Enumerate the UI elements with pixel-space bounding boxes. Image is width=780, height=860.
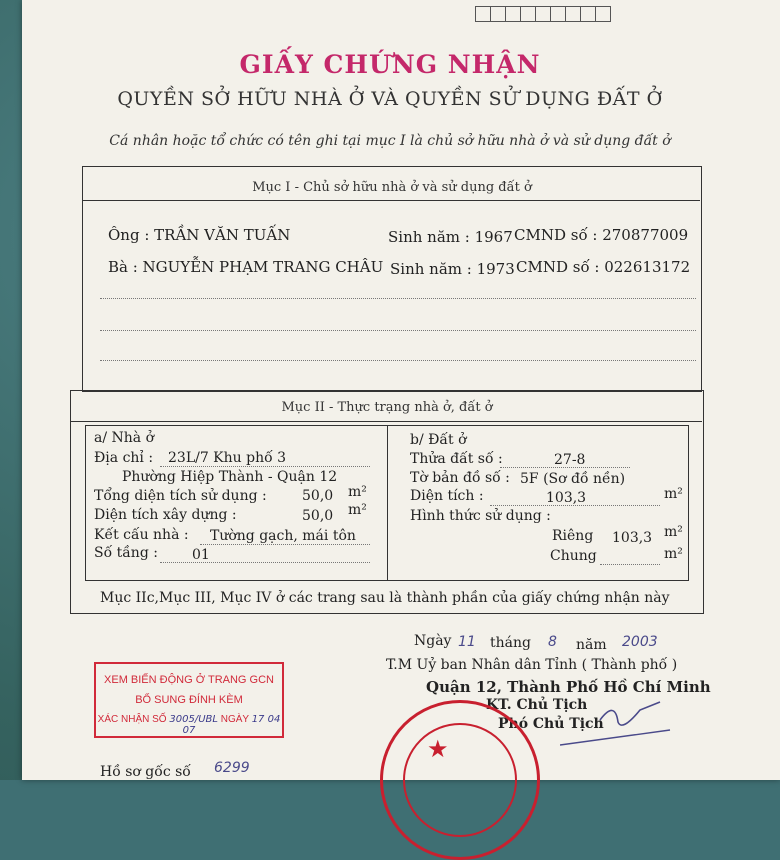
address-dotline xyxy=(160,466,370,467)
area-dotline xyxy=(490,505,660,506)
record-label: Hồ sơ gốc số xyxy=(100,764,191,780)
stamp-line-2: BỔ SUNG ĐÍNH KÈM xyxy=(135,694,243,706)
land-heading: b/ Đất ở xyxy=(410,432,467,448)
structure-value: Tường gạch, mái tôn xyxy=(210,528,356,544)
address-value-2: Phường Hiệp Thành - Quận 12 xyxy=(122,469,338,485)
section2-heading: Mục II - Thực trạng nhà ở, đất ở xyxy=(281,400,493,415)
build-area-value: 50,0 xyxy=(302,508,334,524)
serial-number-boxes xyxy=(476,6,611,22)
date-day: 11 xyxy=(458,634,476,650)
certificate-intro: Cá nhân hoặc tổ chức có tên ghi tại mục I là chủ sở hữu nhà ở và sử dụng đất ở xyxy=(109,133,671,149)
house-heading: a/ Nhà ở xyxy=(94,430,155,446)
official-seal xyxy=(380,700,540,860)
stamp-line-1: XEM BIẾN ĐỘNG Ở TRANG GCN xyxy=(104,674,274,686)
date-year: 2003 xyxy=(622,634,658,650)
date-year-label: năm xyxy=(576,637,607,653)
owner1-id: CMND số : 270877009 xyxy=(514,226,689,244)
date-month-label: tháng xyxy=(490,635,531,651)
owner1-name: Ông : TRẦN VĂN TUẤN xyxy=(108,226,291,244)
build-area-label: Diện tích xây dựng : xyxy=(94,507,237,523)
blank-line xyxy=(100,330,696,331)
owner2-name: Bà : NGUYỄN PHẠM TRANG CHÂU xyxy=(108,258,384,276)
shared-unit: m² xyxy=(664,546,683,562)
shared-dotline xyxy=(600,564,660,565)
plot-dotline xyxy=(500,467,630,468)
owner1-birth: Sinh năm : 1967 xyxy=(388,228,513,246)
structure-dotline xyxy=(200,544,370,545)
area-label: Diện tích : xyxy=(410,488,484,504)
plot-value: 27-8 xyxy=(554,452,586,468)
address-value: 23L/7 Khu phố 3 xyxy=(168,450,287,466)
chairman-line: KT. Chủ Tịch xyxy=(486,697,588,713)
private-unit: m² xyxy=(664,524,683,540)
total-area-unit: m² xyxy=(348,484,367,500)
blank-line xyxy=(100,360,696,361)
certificate-title: GIẤY CHỨNG NHẬN xyxy=(239,50,541,79)
area-unit: m² xyxy=(664,486,683,502)
floors-dotline xyxy=(160,562,370,563)
committee-line: T.M Uỷ ban Nhân dân Tỉnh ( Thành phố ) xyxy=(386,657,678,673)
area-value: 103,3 xyxy=(546,490,587,506)
address-label: Địa chỉ : xyxy=(94,450,154,466)
owner2-birth: Sinh năm : 1973 xyxy=(390,260,515,278)
blank-line xyxy=(100,298,696,299)
private-value: 103,3 xyxy=(612,530,653,546)
usage-label: Hình thức sử dụng : xyxy=(410,508,551,524)
owner2-id: CMND số : 022613172 xyxy=(516,258,691,276)
stamp-line-3: XÁC NHẬN SỐ 3005/UBL NGÀY 17 04 07 xyxy=(97,714,281,736)
section1-box xyxy=(82,166,702,392)
shared-label: Chung xyxy=(550,548,597,564)
record-value: 6299 xyxy=(214,760,250,776)
section1-heading: Mục I - Chủ sở hữu nhà ở và sử dụng đất ở xyxy=(252,180,532,195)
vice-chairman-line: Phó Chủ Tịch xyxy=(498,716,604,732)
seal-star-icon: ★ xyxy=(427,735,449,763)
floors-value: 01 xyxy=(192,547,210,563)
floors-label: Số tầng : xyxy=(94,545,158,561)
signature-mark xyxy=(560,690,680,750)
certificate-subtitle: QUYỀN SỞ HỮU NHÀ Ở VÀ QUYỀN SỬ DỤNG ĐẤT Ở xyxy=(117,88,663,110)
total-area-value: 50,0 xyxy=(302,488,334,504)
date-month: 8 xyxy=(548,634,557,650)
map-value: 5F (Sơ đồ nền) xyxy=(520,471,626,487)
private-label: Riêng xyxy=(552,528,594,544)
build-area-unit: m² xyxy=(348,502,367,518)
date-day-label: Ngày xyxy=(414,633,452,649)
amendment-stamp xyxy=(94,662,284,738)
footer-note: Mục IIc,Mục III, Mục IV ở các trang sau là thành phần của giấy chứng nhận này xyxy=(100,590,670,606)
plot-label: Thửa đất số : xyxy=(410,451,503,467)
district-line: Quận 12, Thành Phố Hồ Chí Minh xyxy=(426,678,711,696)
total-area-label: Tổng diện tích sử dụng : xyxy=(94,488,267,504)
map-label: Tờ bản đồ số : xyxy=(410,470,510,486)
structure-label: Kết cấu nhà : xyxy=(94,527,189,543)
